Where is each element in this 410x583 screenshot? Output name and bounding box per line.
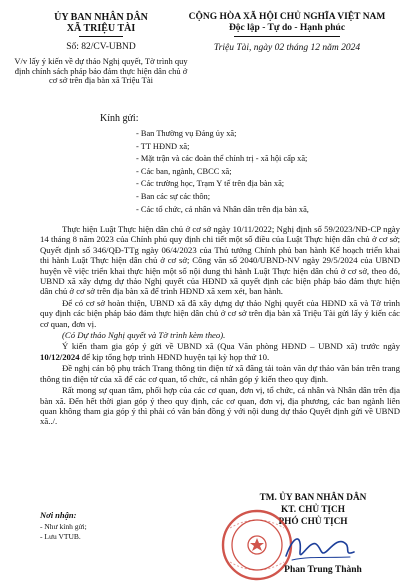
recipient-item: - Các trường học, Trạm Y tế trên địa bàn xã; [136,179,285,189]
body-paragraph-6: Rất mong sự quan tâm, phối hợp của các cơ quan, đơn vị, tổ chức, cá nhân và Nhân dân trên địa bàn xã. Đến hết thời gian góp ý theo quy định, các cơ quan, đơn vị, địa phương, các ban ngành liên quan không tham gia góp ý thì phải có văn bản đồng ý với nội dung dự thảo Quyết định gửi về UBND xã../. [40,385,400,427]
deadline-date: 10/12/2024 [40,351,80,362]
signer-name: Phan Trung Thành [284,565,362,575]
recipient-item: - Các tổ chức, cá nhân và Nhân dân trên địa bàn xã, [136,204,309,214]
recipient-item: - Ban các sự các thôn; [136,191,211,201]
document-number: Số: 82/CV-UBND [66,42,136,52]
recipient-item: - TT HĐND xã; [136,141,190,151]
place-date: Triệu Tài, ngày 02 tháng 12 năm 2024 [213,43,361,53]
handwritten-signature-icon [280,530,360,566]
deadline-text-after: để kịp tổng hợp trình HĐND huyện tại kỳ họp thứ 10. [79,351,270,362]
sign-title-line3: PHÓ CHỦ TỊCH [278,517,348,527]
body-paragraph-4 [40,341,400,362]
recipient-item: - Ban Thường vụ Đảng ủy xã; [136,129,237,138]
agency-name-line2: XÃ TRIỆU TÀI [66,23,136,34]
document-body [40,224,400,427]
body-paragraph-3: (Có Dự thảo Nghị quyết và Tờ trình kèm theo). [62,330,226,341]
recipients-footer-label: Nơi nhận: [40,510,77,520]
recipients-label: Kính gửi: [100,113,139,124]
recipients-list [136,128,396,216]
agency-name-line1: ỦY BAN NHÂN DÂN [54,12,148,23]
motto-underline [234,36,340,37]
nation-motto: Độc lập - Tự do - Hạnh phúc [228,23,346,33]
sign-title-line2: KT. CHỦ TỊCH [281,505,345,515]
body-paragraph-5: Đề nghị cán bộ phụ trách Trang thông tin điện tử xã đăng tải toàn văn dự thảo văn bản trên trang thông tin điện tử của xã để các cơ quan, tổ chức, cá nhân góp ý kiến theo quy định. [40,363,400,384]
agency-underline [79,36,123,37]
deadline-text-before: Ý kiến tham gia góp ý gửi về UBND xã (Qua Văn phòng HĐND – UBND xã) trước ngày [62,341,400,352]
subject-line: V/v lấy ý kiến về dự thảo Nghị quyết, Tờ trình quy định chính sách pháp bảo đảm thực hiện dân chủ ở cơ sở trên địa bàn xã Triệu Tài [14,56,188,86]
sign-title-line1: TM. ỦY BAN NHÂN DÂN [259,493,367,503]
recipient-item: - Các ban, ngành, CBCC xã; [136,166,232,176]
body-paragraph-1: Thực hiện Luật Thực hiện dân chủ ở cơ sở ngày 10/11/2022; Nghị định số 59/2023/NĐ-CP ngày 14 tháng 8 năm 2023 của Chính phủ quy định chi tiết một số điều của Luật Thực hiện dân chủ ở cơ sở; Quyết định số 346/QĐ-TTg ngày 06/4/2023 của Thủ tướng Chính phủ ban hành Kế hoạch triển khai thi hành Luật Thực hiện dân chủ ở cơ sở; Công văn số 2040/UBND-NV ngày 29/5/2024 của UBND huyện về việc triển khai thực hiện một số nội dung thi hành Luật Thực hiện dân chủ ở cơ sở, theo đó, UBND xã xây dựng dự thảo Nghị quyết của HĐND xã quyết định các biện pháp bảo đảm thực hiện dân chủ ở cơ sở trên địa bàn xã để trình HĐND xã xem xét, ban hành. [40,224,400,297]
body-paragraph-2: Để có cơ sở hoàn thiện, UBND xã đã xây dựng dự thảo Nghị quyết của HĐND xã và Tờ trình quy định các biện pháp bảo đảm thực hiện dân chủ ở cơ sở trên địa bàn xã Triệu Tài gửi lấy ý kiến các cơ quan, đơn vị. [40,297,400,329]
recipients-footer-item: - Lưu VTUB. [40,532,81,541]
recipient-item: - Mặt trận và các đoàn thể chính trị - xã hội cấp xã; [136,154,308,164]
nation-name: CỘNG HÒA XÃ HỘI CHỦ NGHĨA VIỆT NAM [188,12,386,22]
recipients-footer-item: - Như kính gửi; [40,522,87,531]
